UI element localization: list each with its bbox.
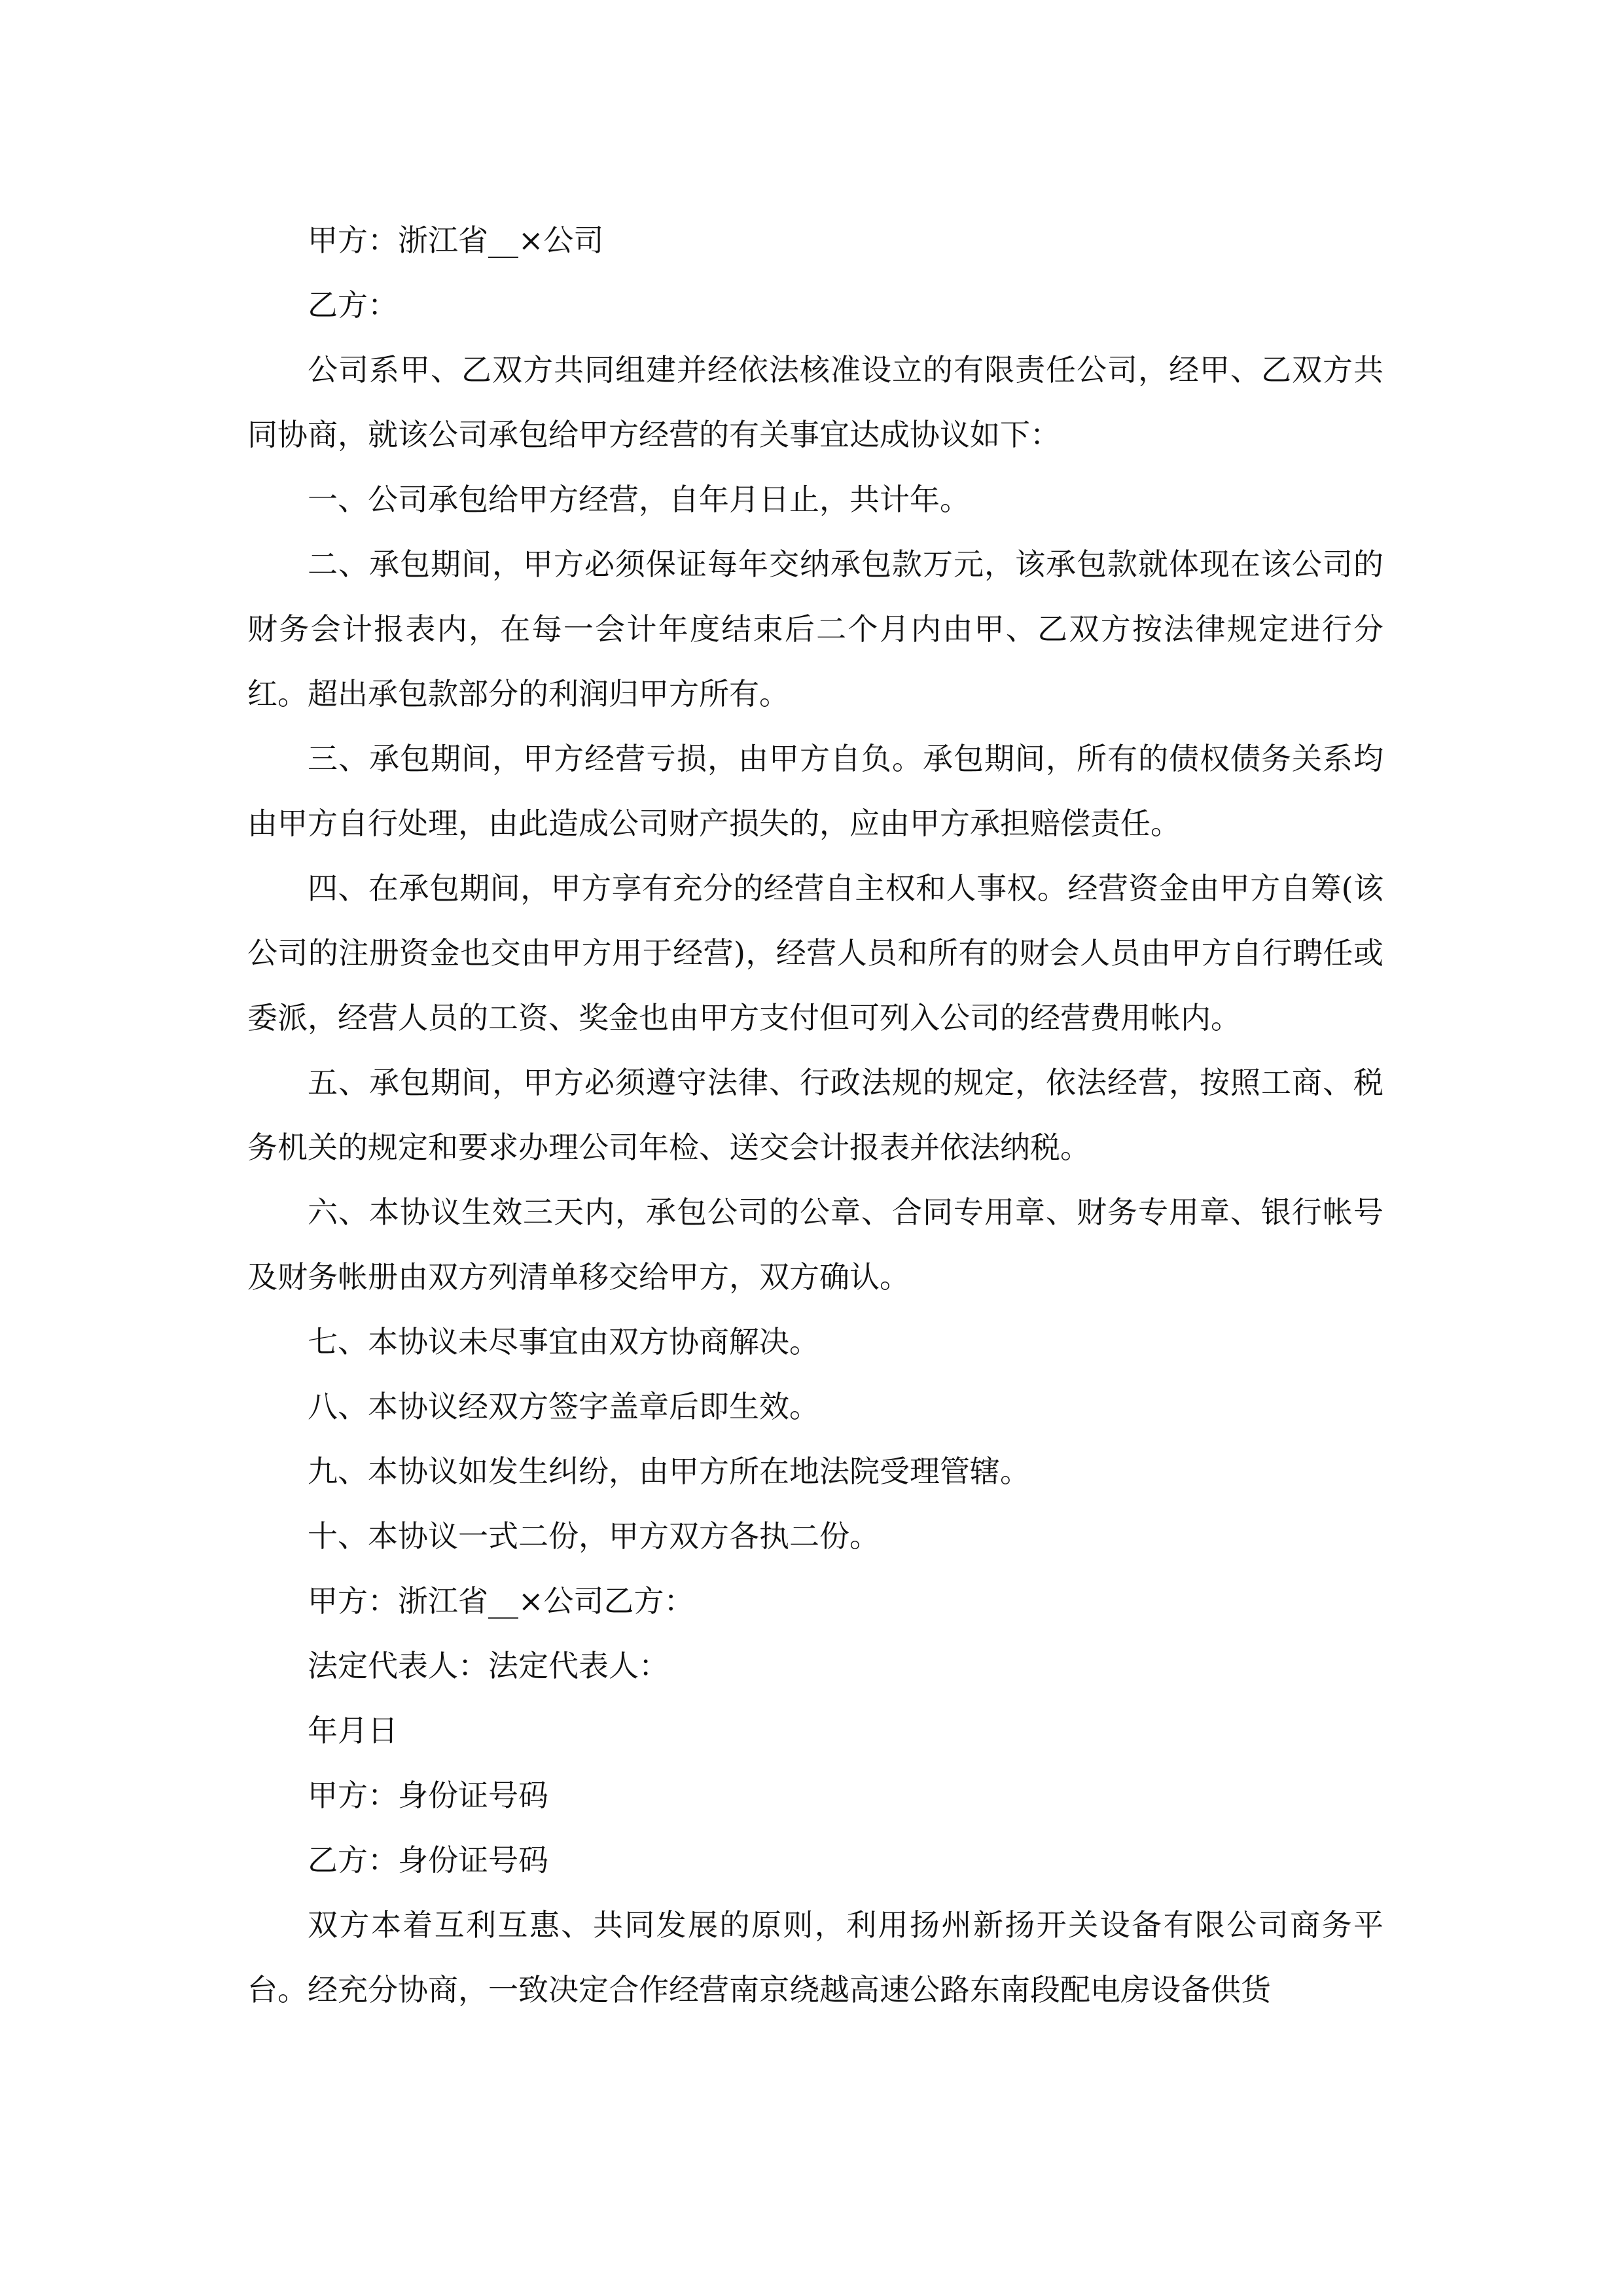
- date-line: 年月日: [308, 1713, 398, 1748]
- clause-2: 二、承包期间，甲方必须保证每年交纳承包款万元，该承包款就体现在该公司的财务会计报表内，在每一会计年度结束后二个月内由甲、乙双方按法律规定进行分红。超出承包款部分的利润归甲方所有。: [247, 547, 1383, 711]
- clause-10: 十、本协议一式二份，甲方双方各执二份。: [308, 1518, 880, 1554]
- clause-5: 五、承包期间，甲方必须遵守法律、行政法规的规定，依法经营，按照工商、税务机关的规定和要求办理公司年检、送交会计报表并依法纳税。: [247, 1065, 1383, 1165]
- document-body: [247, 208, 1383, 2022]
- cooperation-paragraph: 双方本着互利互惠、共同发展的原则，利用扬州新扬开关设备有限公司商务平台。经充分协商，一致决定合作经营南京绕越高速公路东南段配电房设备供货: [247, 1907, 1383, 2007]
- clause-8: 八、本协议经双方签字盖章后即生效。: [308, 1389, 819, 1424]
- party-b-id-line: 乙方：身份证号码: [308, 1842, 548, 1878]
- party-b-line: 乙方：: [308, 287, 398, 323]
- party-a-id-line: 甲方：身份证号码: [308, 1778, 548, 1813]
- clause-9: 九、本协议如发生纠纷，由甲方所在地法院受理管辖。: [308, 1454, 1030, 1489]
- signature-parties-line: 甲方：浙江省__×公司乙方：: [308, 1583, 694, 1619]
- clause-7: 七、本协议未尽事宜由双方协商解决。: [308, 1324, 819, 1359]
- clause-3: 三、承包期间，甲方经营亏损，由甲方自负。承包期间，所有的债权债务关系均由甲方自行处理，由此造成公司财产损失的，应由甲方承担赔偿责任。: [247, 741, 1383, 841]
- clause-4: 四、在承包期间，甲方享有充分的经营自主权和人事权。经营资金由甲方自筹(该公司的注册资金也交由甲方用于经营)，经营人员和所有的财会人员由甲方自行聘任或委派，经营人员的工资、奖金也由甲方支付但可列入公司的经营费用帐内。: [247, 870, 1383, 1035]
- clause-6: 六、本协议生效三天内，承包公司的公章、合同专用章、财务专用章、银行帐号及财务帐册由双方列清单移交给甲方，双方确认。: [247, 1194, 1383, 1295]
- party-a-line: 甲方：浙江省__×公司: [308, 223, 604, 258]
- clause-1: 一、公司承包给甲方经营，自年月日止，共计年。: [308, 482, 970, 517]
- preamble-paragraph: 公司系甲、乙双方共同组建并经依法核准设立的有限责任公司，经甲、乙双方共同协商，就该公司承包给甲方经营的有关事宜达成协议如下：: [247, 352, 1383, 452]
- legal-representative-line: 法定代表人：法定代表人：: [308, 1648, 669, 1683]
